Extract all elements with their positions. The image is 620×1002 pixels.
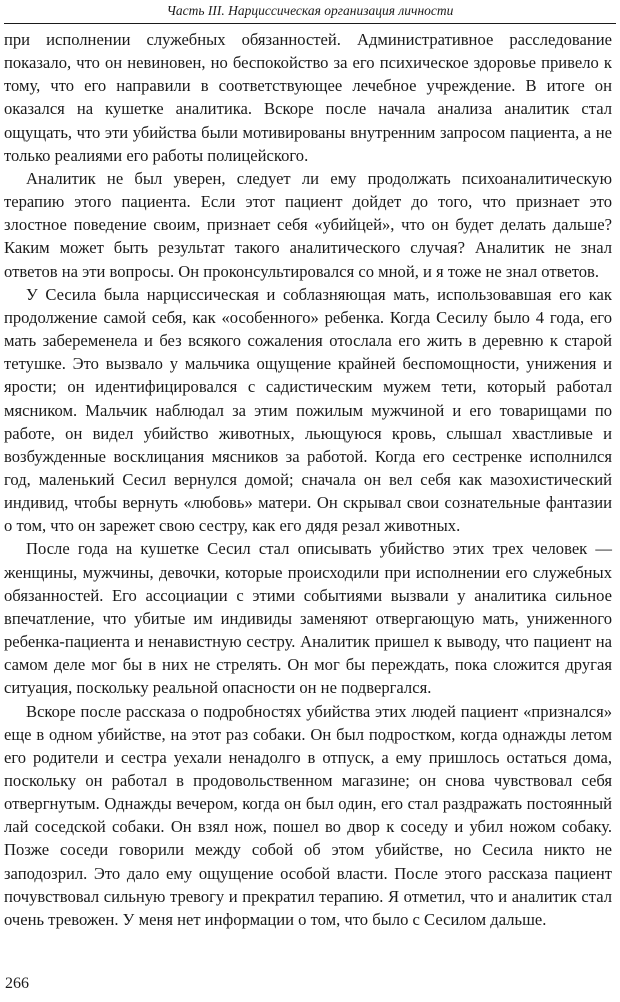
paragraph: Аналитик не был уверен, следует ли ему продолжать психоаналитическую терапию этого пациента. Если этот пациент дойдет до того, что признает это злостное поведение своим, признает себя «убийцей», что он будет делать дальше? Каким может быть результат такого аналитического случая? Аналитик не знал ответов на эти вопросы. Он проконсультировался со мной, и я тоже не знал ответов.	[4, 168, 612, 281]
paragraph: У Сесила была нарциссическая и соблазняющая мать, использовавшая его как продолжение самой себя, как «особенного» ребенка. Когда Сесилу было 4 года, его мать забеременела и без всякого сожаления отослала его жить в деревню к старой тетушке. Это вызвало у мальчика ощущение крайней беспомощности, унижения и ярости; он идентифицировался с садистическим мужем тети, который работал мясником. Мальчик наблюдал за этим пожилым мужчиной и его товарищами по работе, он видел убийство животных, льющуюся кровь, слышал хвастливые и возбужденные восклицания мясников за работой. Когда его сестренке исполнился год, маленький Сесил вернулся домой; сначала он вел себя как мазохистический индивид, чтобы вернуть «любовь» матери. Он скрывал свои сознательные фантазии о том, что он зарежет свою сестру, как его дядя резал животных.	[4, 284, 612, 536]
body-text	[4, 28, 612, 931]
header-rule	[4, 23, 616, 24]
paragraph: Вскоре после рассказа о подробностях убийства этих людей пациент «признался» еще в одном убийстве, на этот раз собаки. Он был подростком, когда однажды летом его родители и сестра уехали ненадолго в отпуск, а ему пришлось остаться дома, поскольку он работал в продовольственном магазине; он снова чувствовал себя отвергнутым. Однажды вечером, когда он был один, его стал раздражать постоянный лай соседской собаки. Он взял нож, пошел во двор к соседу и убил ножом собаку. Позже соседи говорили между собой об этом убийстве, но Сесила никто не заподозрил. Это дало ему ощущение особой власти. После этого рассказа пациент почувствовал сильную тревогу и прекратил терапию. Я отметил, что и аналитик стал очень тревожен. У меня нет информации о том, что было с Сесилом дальше.	[4, 701, 612, 929]
page-number: 266	[5, 975, 29, 992]
running-header: Часть III. Нарциссическая организация личности	[166, 3, 454, 18]
paragraph-continued: при исполнении служебных обязанностей. Административное расследование показало, что он невиновен, но беспокойство за его психическое здоровье привело к тому, что его направили в соответствующее лечебное учреждение. В итоге он оказался на кушетке аналитика. Вскоре после начала анализа аналитик стал ощущать, что эти убийства были мотивированы внутренним запросом пациента, а не только реалиями его работы полицейского.	[4, 30, 612, 165]
paragraph: После года на кушетке Сесил стал описывать убийство этих трех человек — женщины, мужчины, девочки, которые происходили при исполнении его служебных обязанностей. Его ассоциации с этими событиями вызвали у аналитика сильное впечатление, что убитые им индивиды заменяют отвергающую мать, униженного ребенка-пациента и ненавистную сестру. Аналитик пришел к выводу, что пациент на самом деле мог бы в них не стрелять. Он мог бы переждать, пока сложится другая ситуация, поскольку реальной опасности он не подвергался.	[4, 539, 612, 698]
